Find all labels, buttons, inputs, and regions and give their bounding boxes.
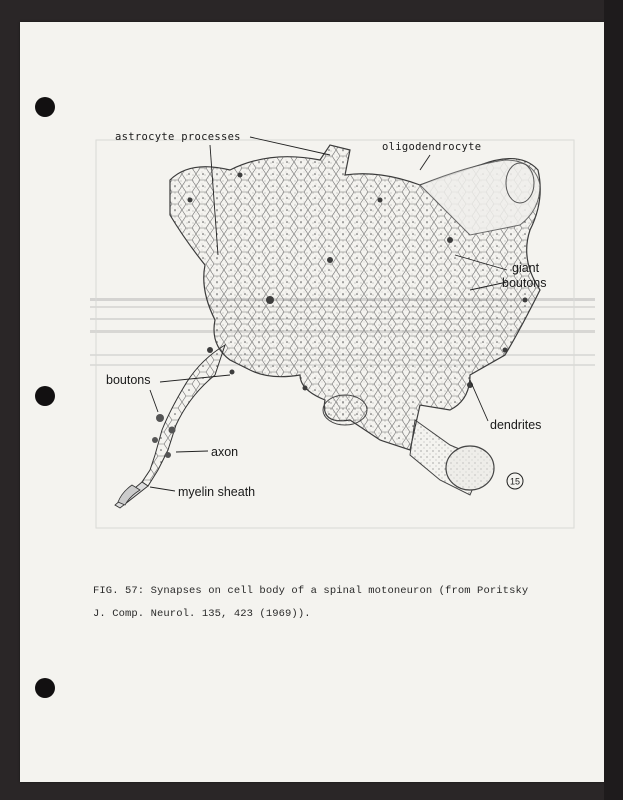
label-myelin-sheath: myelin sheath xyxy=(178,485,256,499)
dendrite-stub xyxy=(323,395,367,425)
label-axon: axon xyxy=(211,445,239,459)
caption-line-1: FIG. 57: Synapses on cell body of a spinal motoneuron (from Poritsky xyxy=(93,585,529,597)
label-dendrites: dendrites xyxy=(490,418,542,432)
label-oligodendrocyte: oligodendrocyte xyxy=(382,141,482,153)
dendrite-lower xyxy=(410,420,494,495)
label-boutons: boutons xyxy=(106,373,151,387)
plate-number: 15 xyxy=(509,476,521,487)
label-astrocyte-processes: astrocyte processes xyxy=(115,131,241,143)
label-giant-boutons: boutons xyxy=(502,276,547,290)
axon-drawing xyxy=(115,345,225,508)
caption-line-2: J. Comp. Neurol. 135, 423 (1969)). xyxy=(93,608,311,620)
label-giant: giant xyxy=(512,261,540,275)
